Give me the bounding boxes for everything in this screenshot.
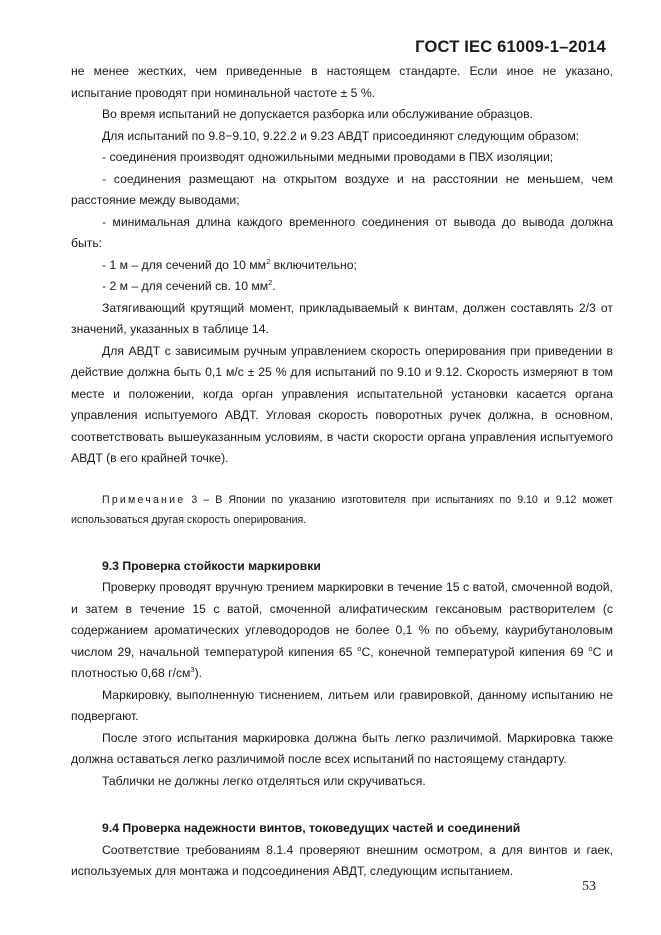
superscript: o bbox=[357, 643, 362, 653]
paragraph bbox=[71, 577, 613, 685]
text-run: С, конечной температурой кипения 69 bbox=[361, 644, 589, 659]
superscript: 3 bbox=[190, 665, 195, 674]
paragraph bbox=[71, 276, 613, 298]
text-run: - 1 м – для сечений до 10 мм bbox=[102, 257, 267, 272]
paragraph: - соединения размещают на открытом воздухе и на расстоянии не меньшем, чем расстояние между выводами; bbox=[71, 171, 613, 207]
note-text: 3 – В Японии по указанию изготовителя при испытаниях по 9.10 и 9.12 может использоваться другая скорость оперирования. bbox=[71, 493, 613, 526]
text-run: . bbox=[272, 279, 276, 293]
paragraph bbox=[71, 255, 613, 277]
paragraph: - соединения производят одножильными медными проводами в ПВХ изоляции; bbox=[102, 150, 554, 164]
paragraph: Маркировку, выполненную тиснением, литьем или гравировкой, данному испытанию не подвергают. bbox=[71, 687, 613, 723]
paragraph: - минимальная длина каждого временного соединения от вывода до вывода должна быть: bbox=[71, 214, 613, 250]
paragraph: Затягивающий крутящий момент, прикладываемый к винтам, должен составлять 2/3 от значений, указанных в таблице 14. bbox=[71, 300, 613, 336]
paragraph: После этого испытания маркировка должна быть легко различимой. Маркировка также должна оставаться легко различимой после всех испытаний по настоящему стандарту. bbox=[71, 730, 613, 766]
superscript: 2 bbox=[266, 256, 271, 266]
paragraph: Для испытаний по 9.8−9.10, 9.22.2 и 9.23 АВДТ присоединяют следующим образом: bbox=[102, 128, 580, 143]
text-run: включительно; bbox=[270, 257, 357, 272]
note bbox=[71, 490, 613, 530]
document-body bbox=[71, 61, 613, 883]
paragraph: Таблички не должны легко отделяться или скручиваться. bbox=[102, 773, 426, 788]
superscript: 2 bbox=[268, 278, 273, 287]
paragraph: Для АВДТ с зависимым ручным управлением скорость оперирования при приведении в действие должна быть 0,1 м/с ± 25 % для испытаний по 9.10 и 9.12. Скорость измеряют в том месте и положении, когда орган управления испытательной установки касается органа управления испытуемого АВДТ. Угловая скорость поворотных ручек должна, в основном, соответствовать вышеуказанным условиям, в части скорости органа управления испытуемого АВДТ (в его крайней точке). bbox=[71, 343, 613, 465]
section-heading-9-4: 9.4 Проверка надежности винтов, токоведущих частей и соединений bbox=[102, 821, 521, 835]
text-run: ). bbox=[194, 666, 203, 680]
paragraph: не менее жестких, чем приведенные в настоящем стандарте. Если иное не указано, испытание проводят при номинальной частоте ± 5 %. bbox=[71, 64, 613, 100]
superscript: o bbox=[588, 643, 593, 653]
text-run: - 2 м – для сечений св. 10 мм bbox=[102, 279, 269, 293]
page-number: 53 bbox=[582, 879, 596, 894]
text-run: С и плотностью 0,68 г/см bbox=[71, 644, 614, 680]
paragraph: Во время испытаний не допускается разборка или обслуживание образцов. bbox=[102, 107, 533, 121]
paragraph: Соответствие требованиям 8.1.4 проверяют внешним осмотром, а для винтов и гаек, используемых для монтажа и подсоединения АВДТ, следующим испытанием. bbox=[71, 842, 613, 878]
text-run: Проверку проводят вручную трением маркировки в течение 15 с ватой, смоченной водой, и затем в течение 15 с ватой, смоченной алифатическим гексановым растворителем (с содержанием ароматических углеводородов не более 0,1 % по объему, каурибутаноловым числом 29, начальной температурой кипения 65 bbox=[71, 580, 613, 659]
section-heading-9-3: 9.3 Проверка стойкости маркировки bbox=[102, 558, 321, 573]
note-label: Примечание bbox=[102, 493, 186, 506]
document-header: ГОСТ IEC 61009-1–2014 bbox=[415, 38, 606, 56]
